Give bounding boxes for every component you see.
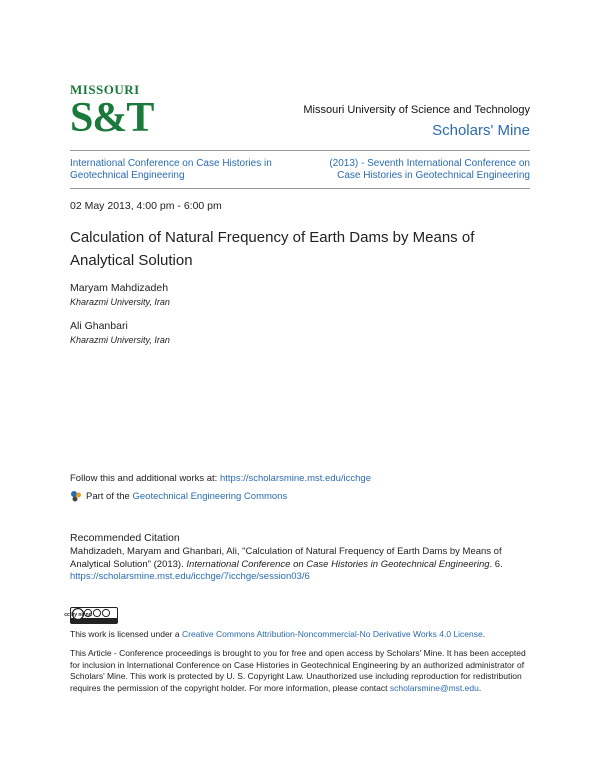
breadcrumb-conference-edition[interactable]: (2013) - Seventh International Conference on Case Histories in Geotechnical Engineering (329, 158, 530, 181)
breadcrumb-conference-series[interactable]: International Conference on Case Histories in Geotechnical Engineering (70, 158, 272, 181)
commons-link[interactable]: Geotechnical Engineering Commons (132, 490, 288, 502)
author-affiliation: Kharazmi University, Iran (70, 335, 170, 345)
license-suffix: . (482, 629, 486, 639)
part-of-line (70, 490, 287, 502)
author-affiliation: Kharazmi University, Iran (70, 297, 170, 307)
repository-link[interactable]: Scholars' Mine (432, 122, 530, 139)
paper-title: Calculation of Natural Frequency of Earth Dams by Means of Analytical Solution (70, 229, 475, 269)
contact-email-link[interactable]: scholarsmine@mst.edu (389, 682, 479, 693)
license-line (70, 629, 485, 639)
divider-top (70, 150, 530, 151)
divider-middle (70, 188, 530, 189)
logo-word: MISSOURI (70, 82, 140, 97)
session-date: 02 May 2013, 4:00 pm - 6:00 pm (70, 200, 222, 212)
author-name: Maryam Mahdizadeh (70, 282, 169, 294)
citation-number: . 6. (489, 558, 503, 570)
author-name: Ali Ghanbari (70, 320, 128, 332)
notice-end: . (478, 682, 482, 693)
cc-badge-text: cc by nc nd (64, 611, 92, 618)
logo-mark: S&T (70, 95, 154, 141)
citation-text (70, 546, 530, 584)
citation-body: Mahdizadeh, Maryam and Ghanbari, Ali, "Calculation of Natural Frequency of Earth Dams by Means of Analytical Solution" (2013). (70, 546, 502, 570)
citation-heading: Recommended Citation (70, 532, 180, 544)
university-name: Missouri University of Science and Technology (303, 104, 530, 116)
citation-venue: International Conference on Case Histories in Geotechnical Engineering (186, 558, 490, 570)
follow-link[interactable]: https://scholarsmine.mst.edu/icchge (219, 473, 371, 484)
follow-prefix: Follow this and additional works at: (70, 473, 218, 484)
citation-url[interactable]: https://scholarsmine.mst.edu/icchge/7icchge/session03/6 (70, 571, 310, 582)
missouri-st-logo[interactable] (70, 82, 154, 141)
notice-text: This Article - Conference proceedings is brought to you for free and open access by Scholars' Mine. It has been accepted for inclusion in International Conference on Case Histories in Geotechnical Engineering by an authorized administrator of Scholars' Mine. This work is protected by U. S. Copyright Law. Unauthorized use including reproduction for redistribution requires the permission of the copyright holder. For more information, please contact (70, 648, 526, 693)
follow-line (70, 473, 371, 484)
creative-commons-badge[interactable] (64, 607, 118, 624)
access-notice (70, 648, 530, 694)
part-of-prefix: Part of the (86, 490, 130, 502)
license-link[interactable]: Creative Commons Attribution-Noncommercial-No Derivative Works 4.0 License (181, 629, 483, 639)
license-prefix: This work is licensed under a (70, 629, 180, 639)
commons-network-icon (70, 490, 82, 502)
institution-block (303, 104, 530, 139)
